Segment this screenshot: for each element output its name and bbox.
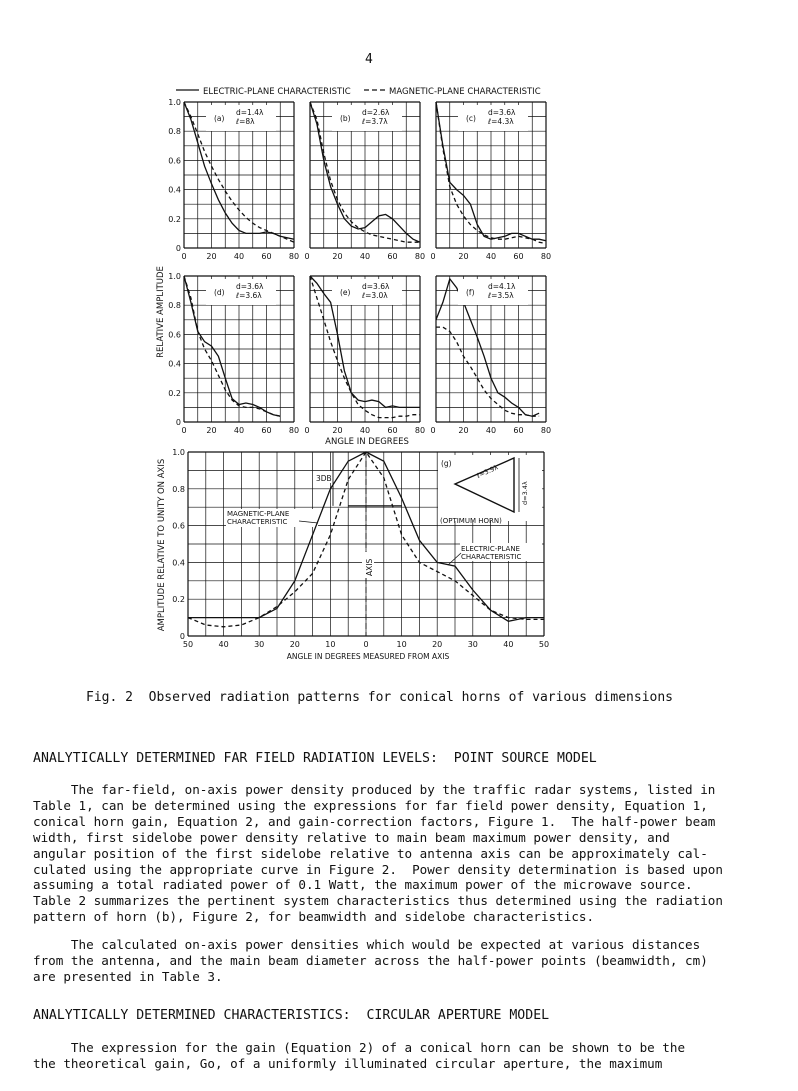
y-tick-label: 1.0 <box>168 272 181 281</box>
panel-diameter: d=4.1λ <box>488 282 516 291</box>
x-tick-label: 60 <box>261 252 272 261</box>
y-tick-label: 0.4 <box>168 359 181 369</box>
panel-f <box>430 276 551 435</box>
text-line: Table 1, can be determined using the expressions for far field power density, Equation 1, <box>33 797 708 813</box>
panel-tag: (c) <box>466 114 476 123</box>
panel-tag: (e) <box>340 288 351 297</box>
y-tick-label: 0.8 <box>168 127 181 137</box>
text-line: The calculated on-axis power densities which would be expected at various distances <box>33 937 701 952</box>
panel-length: ℓ=3.0λ <box>362 291 388 300</box>
electric-label-line1: ELECTRIC-PLANE <box>461 545 520 553</box>
panel-length: ℓ=8λ <box>236 117 255 126</box>
x-tick-label: 80 <box>414 252 426 261</box>
text-line: culated using the appropriate curve in Figure 2. Power density determination is based upon <box>33 861 723 877</box>
y-tick-label: 0.8 <box>168 301 181 311</box>
x-tick-label: 0 <box>304 252 310 261</box>
x-tick-label: 0 <box>430 426 436 435</box>
y-tick-label: 0.2 <box>168 388 181 398</box>
x-tick-label: 10 <box>396 640 407 649</box>
y-tick-label: 0 <box>175 244 181 253</box>
electric-label-leader <box>448 553 461 565</box>
x-tick-label: 20 <box>332 252 343 261</box>
figure-legend <box>176 87 541 97</box>
y-tick-label: 0.4 <box>172 558 185 568</box>
text-line: width, first sidelobe power density relative to main beam maximum power density, and <box>33 829 670 845</box>
x-tick-label: 60 <box>261 426 272 435</box>
legend-electric-label: ELECTRIC-PLANE CHARACTERISTIC <box>203 87 351 97</box>
small-panels-ylabel: RELATIVE AMPLITUDE <box>156 266 166 358</box>
horn-diameter-label: d=3.4λ <box>521 481 529 505</box>
panel-diameter: d=3.6λ <box>236 282 264 291</box>
x-tick-label: 80 <box>414 426 426 435</box>
x-tick-label: 60 <box>513 252 524 261</box>
text-line: from the antenna, and the main beam diameter across the half-power points (beamwidth, cm) <box>33 952 708 968</box>
x-tick-label: 60 <box>513 426 524 435</box>
text-line: are presented in Table 3. <box>33 968 223 984</box>
x-tick-label: 0 <box>430 252 436 261</box>
x-tick-label: 0 <box>181 426 187 435</box>
y-tick-label: 0.8 <box>172 484 185 494</box>
panel-tag: (a) <box>214 114 225 123</box>
axis-label: AXIS <box>365 558 374 576</box>
y-tick-label: 0 <box>179 632 185 641</box>
y-tick-label: 0.6 <box>168 330 181 340</box>
x-tick-label: 40 <box>233 252 245 261</box>
text-line: angular position of the first sidelobe relative to antenna axis can be approximately cal- <box>33 845 708 861</box>
x-tick-label: 20 <box>332 426 343 435</box>
x-tick-label: 20 <box>458 252 469 261</box>
x-tick-label: 30 <box>254 640 265 649</box>
panel-a <box>168 98 299 261</box>
panel-length: ℓ=3.5λ <box>488 291 514 300</box>
panel-diameter: d=1.4λ <box>236 108 264 117</box>
x-tick-label: 20 <box>432 640 443 649</box>
paragraph-point-source <box>33 782 723 925</box>
y-tick-label: 0.4 <box>168 185 181 195</box>
panel-diameter: d=3.6λ <box>362 282 390 291</box>
panel-tag: (g) <box>441 459 452 468</box>
text-line: pattern of horn (b), Figure 2, for beamwidth and sidelobe characteristics. <box>33 909 595 925</box>
panel-length: ℓ=3.7λ <box>362 117 388 126</box>
small-panels-xlabel: ANGLE IN DEGREES <box>325 437 409 447</box>
y-tick-label: 0.2 <box>168 214 181 224</box>
x-tick-label: 80 <box>540 252 552 261</box>
y-tick-label: 0.6 <box>168 156 181 166</box>
panel-tag: (d) <box>214 288 225 297</box>
magnetic-plane-curve <box>436 327 539 416</box>
x-tick-label: 80 <box>540 426 552 435</box>
section-heading-point-source: ANALYTICALLY DETERMINED FAR FIELD RADIATION LEVELS: POINT SOURCE MODEL <box>33 751 597 766</box>
text-line: The far-field, on-axis power density produced by the traffic radar systems, listed in <box>33 782 716 797</box>
x-tick-label: 80 <box>288 426 300 435</box>
large-panel-xlabel: ANGLE IN DEGREES MEASURED FROM AXIS <box>286 652 450 661</box>
x-tick-label: 50 <box>182 640 194 649</box>
panel-length: ℓ=4.3λ <box>488 117 514 126</box>
x-tick-label: 0 <box>304 426 310 435</box>
text-line: Table 2 summarizes the pertinent system characteristics thus determined using the radiation <box>33 893 723 909</box>
text-line: assuming a total radiated power of 0.1 Watt, the maximum power of the microwave source. <box>33 877 693 893</box>
y-tick-label: 0 <box>175 418 181 427</box>
x-tick-label: 40 <box>485 252 497 261</box>
x-tick-label: 20 <box>206 426 217 435</box>
x-tick-label: 50 <box>538 640 550 649</box>
large-panel-ylabel: AMPLITUDE RELATIVE TO UNITY ON AXIS <box>157 458 167 632</box>
panel-c <box>430 102 551 261</box>
x-tick-label: 0 <box>181 252 187 261</box>
x-tick-label: 80 <box>288 252 300 261</box>
y-tick-label: 0.2 <box>172 595 185 605</box>
x-tick-label: 30 <box>467 640 478 649</box>
db-label: 3DB <box>316 474 332 483</box>
x-tick-label: 20 <box>289 640 300 649</box>
x-tick-label: 40 <box>218 640 229 649</box>
x-tick-label: 10 <box>325 640 336 649</box>
y-tick-label: 1.0 <box>168 98 181 107</box>
x-tick-label: 40 <box>359 252 371 261</box>
panel-b <box>304 102 425 261</box>
panel-diameter: d=3.6λ <box>488 108 516 117</box>
text-line: the theoretical gain, Go, of a uniformly illuminated circular aperture, the maximum <box>33 1055 663 1071</box>
y-tick-label: 0.6 <box>172 521 185 531</box>
panel-tag: (f) <box>466 288 475 297</box>
horn-length-label: ℓ=3.9λ <box>475 463 500 480</box>
panel-e <box>304 276 425 435</box>
x-tick-label: 20 <box>206 252 217 261</box>
panel-d <box>168 272 299 435</box>
x-tick-label: 60 <box>387 426 398 435</box>
x-tick-label: 60 <box>387 252 398 261</box>
x-tick-label: 40 <box>233 426 245 435</box>
paragraph-on-axis-power <box>33 937 723 985</box>
y-tick-label: 1.0 <box>172 448 185 457</box>
panel-length: ℓ=3.6λ <box>236 291 262 300</box>
x-tick-label: 40 <box>503 640 514 649</box>
electric-label-line2: CHARACTERISTIC <box>461 553 522 561</box>
page-number: 4 <box>365 52 373 67</box>
x-tick-label: 40 <box>485 426 497 435</box>
panel-diameter: d=2.6λ <box>362 108 390 117</box>
magnetic-label-line1: MAGNETIC-PLANE <box>227 510 290 518</box>
optimum-horn-label: (OPTIMUM HORN) <box>440 517 502 525</box>
text-line: The expression for the gain (Equation 2) of a conical horn can be shown to be the <box>33 1040 686 1055</box>
x-tick-label: 20 <box>458 426 469 435</box>
panel-tag: (b) <box>340 114 351 123</box>
x-tick-label: 0 <box>363 640 369 649</box>
paragraph-circular-aperture <box>33 1040 723 1072</box>
x-tick-label: 40 <box>359 426 371 435</box>
text-line: conical horn gain, Equation 2, and gain-correction factors, Figure 1. The half-power beam <box>33 813 716 829</box>
legend-magnetic-label: MAGNETIC-PLANE CHARACTERISTIC <box>389 87 541 97</box>
magnetic-label-line2: CHARACTERISTIC <box>227 518 288 526</box>
section-heading-circular-aperture: ANALYTICALLY DETERMINED CHARACTERISTICS: CIRCULAR APERTURE MODEL <box>33 1008 550 1023</box>
panel-g <box>172 448 549 649</box>
figure-caption: Fig. 2 Observed radiation patterns for conical horns of various dimensions <box>86 690 673 705</box>
